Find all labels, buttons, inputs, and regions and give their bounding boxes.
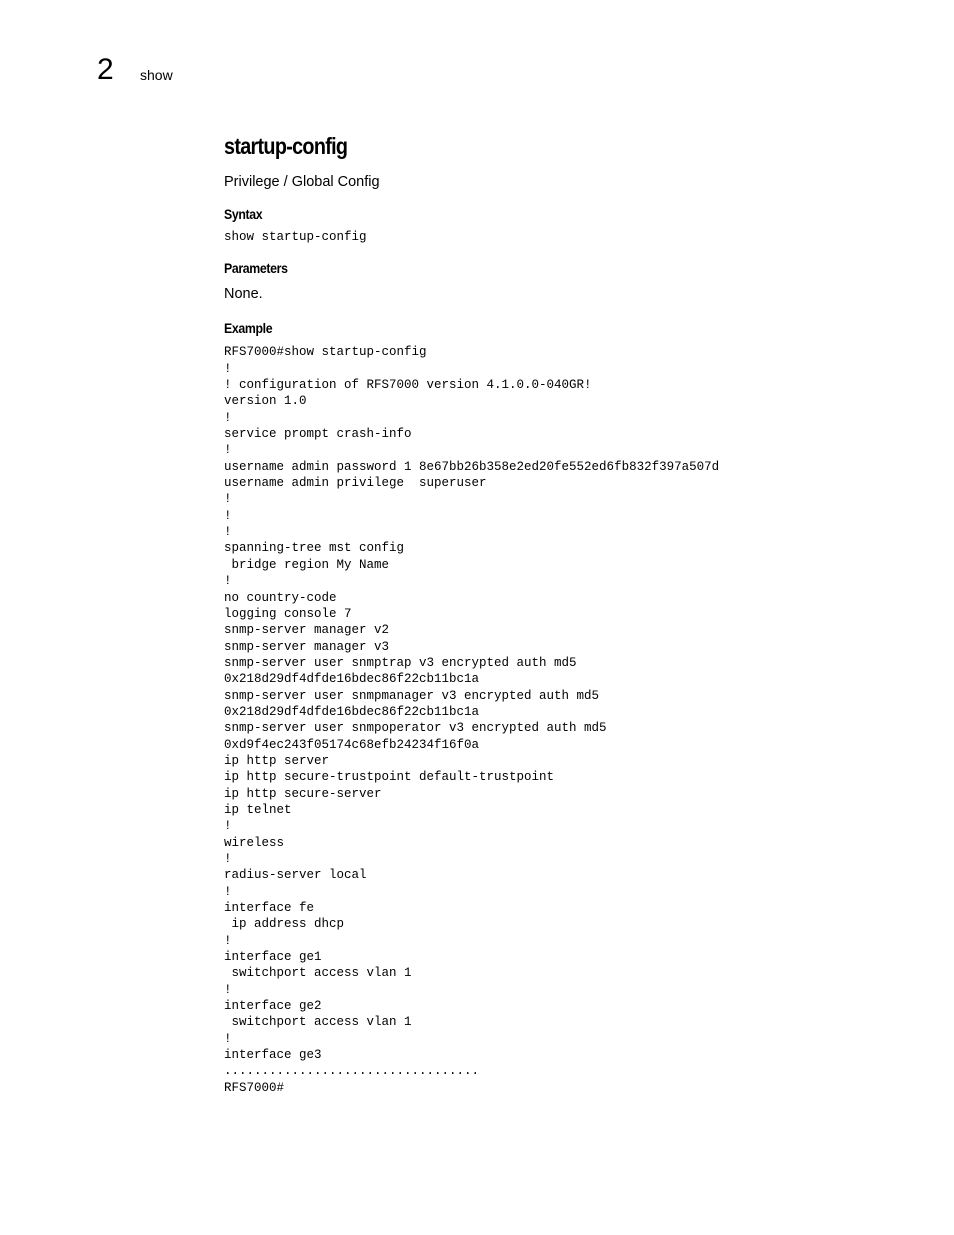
code-line: spanning-tree mst config bbox=[224, 541, 405, 556]
privilege-mode-text: Privilege / Global Config bbox=[224, 174, 380, 190]
code-line: ! bbox=[224, 933, 232, 948]
code-line: radius-server local bbox=[224, 868, 367, 883]
code-line: ! bbox=[224, 819, 232, 834]
chapter-number: 2 bbox=[97, 53, 114, 86]
example-heading: Example bbox=[224, 320, 273, 337]
code-line: interface fe bbox=[224, 901, 315, 916]
code-line: service prompt crash-info bbox=[224, 427, 412, 442]
code-line: ! bbox=[224, 852, 232, 866]
code-line: snmp-server user snmpmanager v3 encrypted auth md5 bbox=[224, 688, 600, 703]
code-line: 0x218d29df4dfde16bdec86f22cb11bc1a bbox=[224, 672, 480, 687]
code-line: ip http secure-trustpoint default-trustpoint bbox=[224, 770, 555, 785]
code-line: interface ge3 bbox=[224, 1048, 322, 1063]
code-line: .................................. bbox=[224, 1064, 480, 1079]
code-line: RFS7000#show startup-config bbox=[224, 345, 427, 360]
code-line: snmp-server user snmptrap v3 encrypted auth md5 bbox=[224, 655, 577, 670]
code-line: 0xd9f4ec243f05174c68efb24234f16f0a bbox=[224, 737, 480, 752]
code-line: snmp-server user snmpoperator v3 encrypted auth md5 bbox=[224, 721, 607, 736]
code-line: 0x218d29df4dfde16bdec86f22cb11bc1a bbox=[224, 704, 480, 719]
code-line: no country-code bbox=[224, 590, 337, 605]
code-line: username admin privilege superuser bbox=[224, 476, 487, 491]
example-code-block bbox=[224, 344, 864, 1096]
code-line: ! bbox=[224, 492, 232, 507]
code-line: switchport access vlan 1 bbox=[224, 966, 412, 981]
parameters-text: None. bbox=[224, 286, 263, 303]
code-line: ip http secure-server bbox=[224, 786, 382, 801]
code-line: ! bbox=[224, 508, 232, 523]
code-line: RFS7000# bbox=[224, 1080, 285, 1095]
code-line: ! bbox=[224, 443, 232, 458]
code-line: ip address dhcp bbox=[224, 917, 345, 932]
code-line: ip telnet bbox=[224, 802, 292, 817]
section-title: startup-config bbox=[224, 133, 348, 159]
code-line: interface ge2 bbox=[224, 999, 322, 1014]
code-line: ! bbox=[224, 410, 232, 425]
chapter-title: show bbox=[140, 67, 173, 83]
syntax-heading: Syntax bbox=[224, 206, 263, 222]
code-line: bridge region My Name bbox=[224, 557, 390, 572]
page-content bbox=[224, 130, 864, 1096]
code-line: ! configuration of RFS7000 version 4.1.0.0-040GR! bbox=[224, 378, 592, 393]
code-line: ! bbox=[224, 884, 232, 899]
code-line: ! bbox=[224, 361, 232, 376]
code-line: ! bbox=[224, 574, 232, 589]
code-line: snmp-server manager v3 bbox=[224, 639, 390, 654]
code-line: logging console 7 bbox=[224, 606, 352, 621]
code-line: ip http server bbox=[224, 753, 330, 768]
code-line: interface ge1 bbox=[224, 950, 322, 965]
code-line: snmp-server manager v2 bbox=[224, 623, 390, 638]
code-line: ! bbox=[224, 982, 232, 997]
code-line: switchport access vlan 1 bbox=[224, 1015, 412, 1030]
parameters-heading: Parameters bbox=[224, 260, 288, 277]
code-line: wireless bbox=[224, 835, 285, 850]
code-line: ! bbox=[224, 1031, 232, 1046]
syntax-command: show startup-config bbox=[224, 230, 367, 244]
code-line: version 1.0 bbox=[224, 394, 307, 409]
code-line: username admin password 1 8e67bb26b358e2ed20fe552ed6fb832f397a507d bbox=[224, 459, 720, 474]
code-line: ! bbox=[224, 525, 232, 540]
